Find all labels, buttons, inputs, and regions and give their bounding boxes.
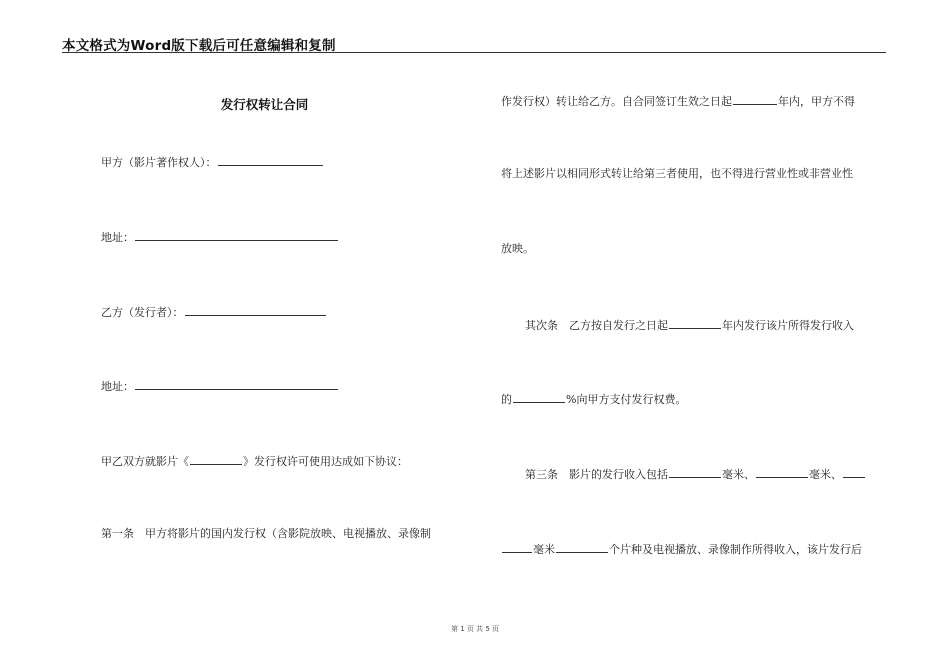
film-type-blank: [556, 541, 608, 553]
years-blank-2: [669, 317, 721, 329]
page-footer: 第 1 页 共 5 页: [450, 625, 500, 633]
address-line-a: [101, 229, 339, 245]
article-2-line-2-pre: 的: [501, 393, 512, 406]
agreement-line: [101, 453, 408, 469]
article-3-mm-1: 毫米、: [722, 468, 755, 481]
percent-blank: [513, 391, 565, 403]
mm-blank-3: [843, 466, 865, 478]
party-b-line: [101, 304, 327, 320]
document-title: 发行权转让合同: [220, 97, 309, 112]
mm-blank-1: [669, 466, 721, 478]
right-line-2: 将上述影片以相同形式转让给第三者使用，也不得进行营业性或非营业性: [501, 167, 853, 180]
party-b-blank: [185, 304, 326, 316]
article-2-line-2: [501, 391, 686, 407]
right-line-1-post: 年内，甲方不得: [778, 95, 855, 108]
article-2-post: 年内发行该片所得发行收入: [722, 319, 854, 332]
address-label-b: 地址：: [101, 380, 134, 393]
article-2-line-2-post: %向甲方支付发行权费。: [566, 393, 687, 406]
right-line-1: [501, 93, 855, 109]
article-3-pre: 第三条 影片的发行收入包括: [525, 468, 668, 481]
right-line-3: 放映。: [501, 242, 534, 255]
right-line-1-pre: 作发行权）转让给乙方。自合同签订生效之日起: [501, 95, 732, 108]
film-name-blank: [190, 453, 242, 465]
article-3-line-2: [501, 541, 862, 557]
agreement-pre: 甲乙双方就影片《: [101, 455, 189, 468]
mm-blank-2: [756, 466, 808, 478]
party-a-blank: [218, 154, 323, 166]
party-b-label: 乙方（发行者）：: [101, 306, 184, 319]
party-a-label: 甲方（影片著作权人）：: [101, 156, 217, 169]
article-3-line-1: [525, 466, 866, 482]
article-2-line-1: [525, 317, 854, 333]
header-rule: [62, 52, 886, 53]
mm-blank-4: [502, 541, 532, 553]
agreement-post: 》发行权许可使用达成如下协议：: [243, 455, 408, 468]
address-line-b: [101, 378, 339, 394]
article-3-line-2-mm: 毫米: [533, 543, 555, 556]
article-3-mm-2: 毫米、: [809, 468, 842, 481]
article-1-line: 第一条 甲方将影片的国内发行权（含影院放映、电视播放、录像制: [101, 527, 431, 540]
article-2-pre: 其次条 乙方按自发行之日起: [525, 319, 668, 332]
article-3-line-2-post: 个片种及电视播放、录像制作所得收入，该片发行后: [609, 543, 862, 556]
years-blank-1: [733, 93, 777, 105]
address-label-a: 地址：: [101, 231, 134, 244]
page-header: 本文格式为Word版下载后可任意编辑和复制: [62, 38, 336, 54]
address-a-blank: [135, 229, 338, 241]
address-b-blank: [135, 378, 338, 390]
party-a-line: [101, 154, 324, 170]
